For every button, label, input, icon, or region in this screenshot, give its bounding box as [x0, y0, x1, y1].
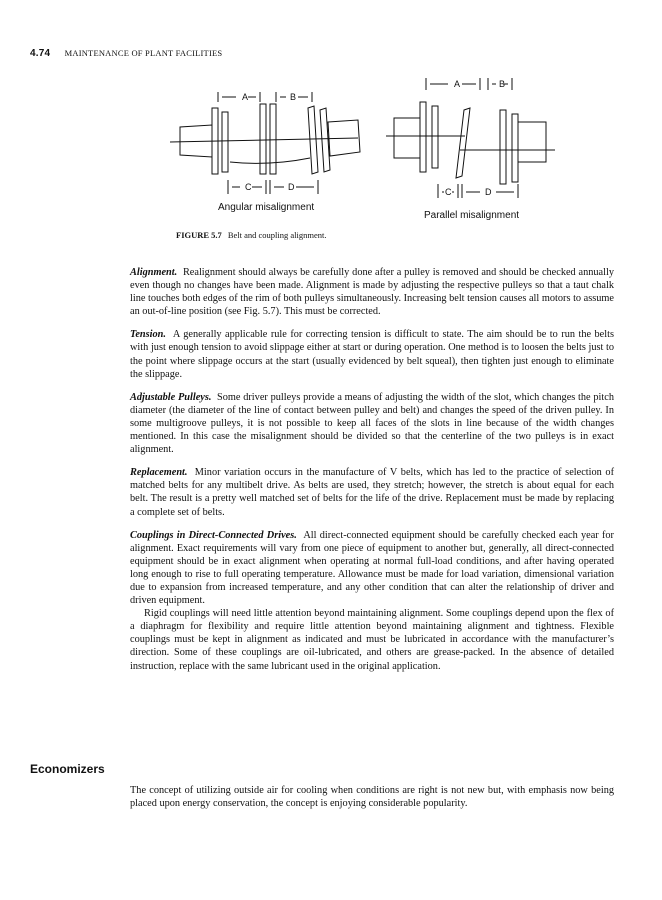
paragraph-text: Minor variation occurs in the manufacture of V belts, which has led to the practice of selection of matched belts for any multibelt drive. As belts are used, they stretch; however, the stretch is about equal for each belt. The result is a pretty well matched set of belts for the life of the drive. Replacement must be made by replacing a complete set of belts. — [130, 467, 614, 518]
label-c-left: C — [245, 182, 252, 192]
running-title: MAINTENANCE OF PLANT FACILITIES — [64, 48, 223, 58]
section-paragraph: The concept of utilizing outside air for cooling when conditions are right is not new but, with emphasis now being placed upon energy conservation, the concept is enjoying considerable popularity. — [130, 785, 614, 810]
run-in-heading: Adjustable Pulleys. — [130, 391, 212, 403]
paragraph-text: Some driver pulleys provide a means of adjusting the width of the slot, which changes the pitch diameter (the diameter of the line of contact between pulley and belt) and changes the speed of the driven pulley. In some multigroove pulleys, it is not possible to keep all faces of the slots in line because of the width changes mentioned. In this case the misalignment should be divided so that the centerline of the two pulleys is in exact alignment. — [130, 391, 614, 456]
page-number: 4.74 — [30, 48, 51, 59]
paragraph-text: Realignment should always be carefully done after a pulley is removed and should be checked annually even though no changes have been made. Alignment is made by adjusting the respective pulleys so that a taut chalk line touches both edges of the rim of both pulleys simultaneously. Increasing belt tension causes all motors to assume an out-of-line position (see Fig. 5.7). This must be corrected. — [130, 267, 614, 318]
paragraph — [130, 529, 614, 608]
paragraph-text: A generally applicable rule for correcting tension is difficult to state. The aim should be to run the belts with just enough tension to avoid slippage either at start or during operation. One method is to loosen the belts just to the point where slippage occurs at the start (usually evidenced by belt squeal), then tighten just enough to eliminate the slippage. — [130, 329, 614, 380]
label-d-right: D — [485, 187, 492, 197]
paragraph — [130, 391, 614, 456]
section-heading: Economizers — [30, 762, 105, 776]
run-in-heading: Couplings in Direct-Connected Drives. — [130, 529, 297, 541]
body-text — [130, 266, 614, 683]
continuation-paragraph: Rigid couplings will need little attention beyond maintaining alignment. Some couplings depend upon the flex of a diaphragm for flexibility and require little attention beyond maintaining alignment and tightness. Flexible couplings must be kept in alignment as indicated and must be lubricated in accordance with the manufacturer’s direction. Some of these couplings are oil-lubricated, and others are grease-packed. In the absence of detailed instruction, replace with the same lubricant used in the original application. — [130, 608, 614, 672]
section-body — [130, 784, 614, 810]
paragraph — [130, 466, 614, 518]
paragraph — [130, 266, 614, 318]
figure-belt-coupling-alignment — [160, 72, 560, 222]
run-in-heading: Tension. — [130, 329, 166, 341]
parallel-misalignment-drawing — [386, 78, 555, 198]
run-in-heading: Alignment. — [130, 267, 178, 278]
alignment-diagram — [160, 72, 560, 222]
label-d-left: D — [288, 182, 295, 192]
paragraph — [130, 328, 614, 380]
figure-caption-text: Belt and coupling alignment. — [227, 230, 327, 240]
label-c-right: C — [445, 187, 452, 197]
label-b-left: B — [290, 92, 297, 102]
figure-caption — [176, 230, 327, 240]
running-header — [30, 48, 222, 59]
label-b-right: B — [499, 79, 506, 89]
angular-title: Angular misalignment — [218, 202, 315, 213]
paragraph-text: All direct-connected equipment should be carefully checked each year for alignment. Exact requirements will vary from one piece of equipment to another but, generally, all direct-connected equipment should be in exact alignment when operating at normal full-load conditions, and after having operated long enough to rise to full operating temperature. Allowance must be made for load variation, dimensional variation due to expansion from increased temperature, and any other condition that can alter the relationship of driver and driven equipment. — [130, 529, 614, 607]
angular-misalignment-drawing — [170, 92, 360, 194]
label-a-right: A — [454, 79, 461, 89]
run-in-heading: Replacement. — [130, 467, 188, 479]
parallel-title: Parallel misalignment — [424, 210, 520, 221]
figure-caption-label: FIGURE 5.7 — [176, 230, 222, 240]
label-a-left: A — [242, 92, 249, 102]
